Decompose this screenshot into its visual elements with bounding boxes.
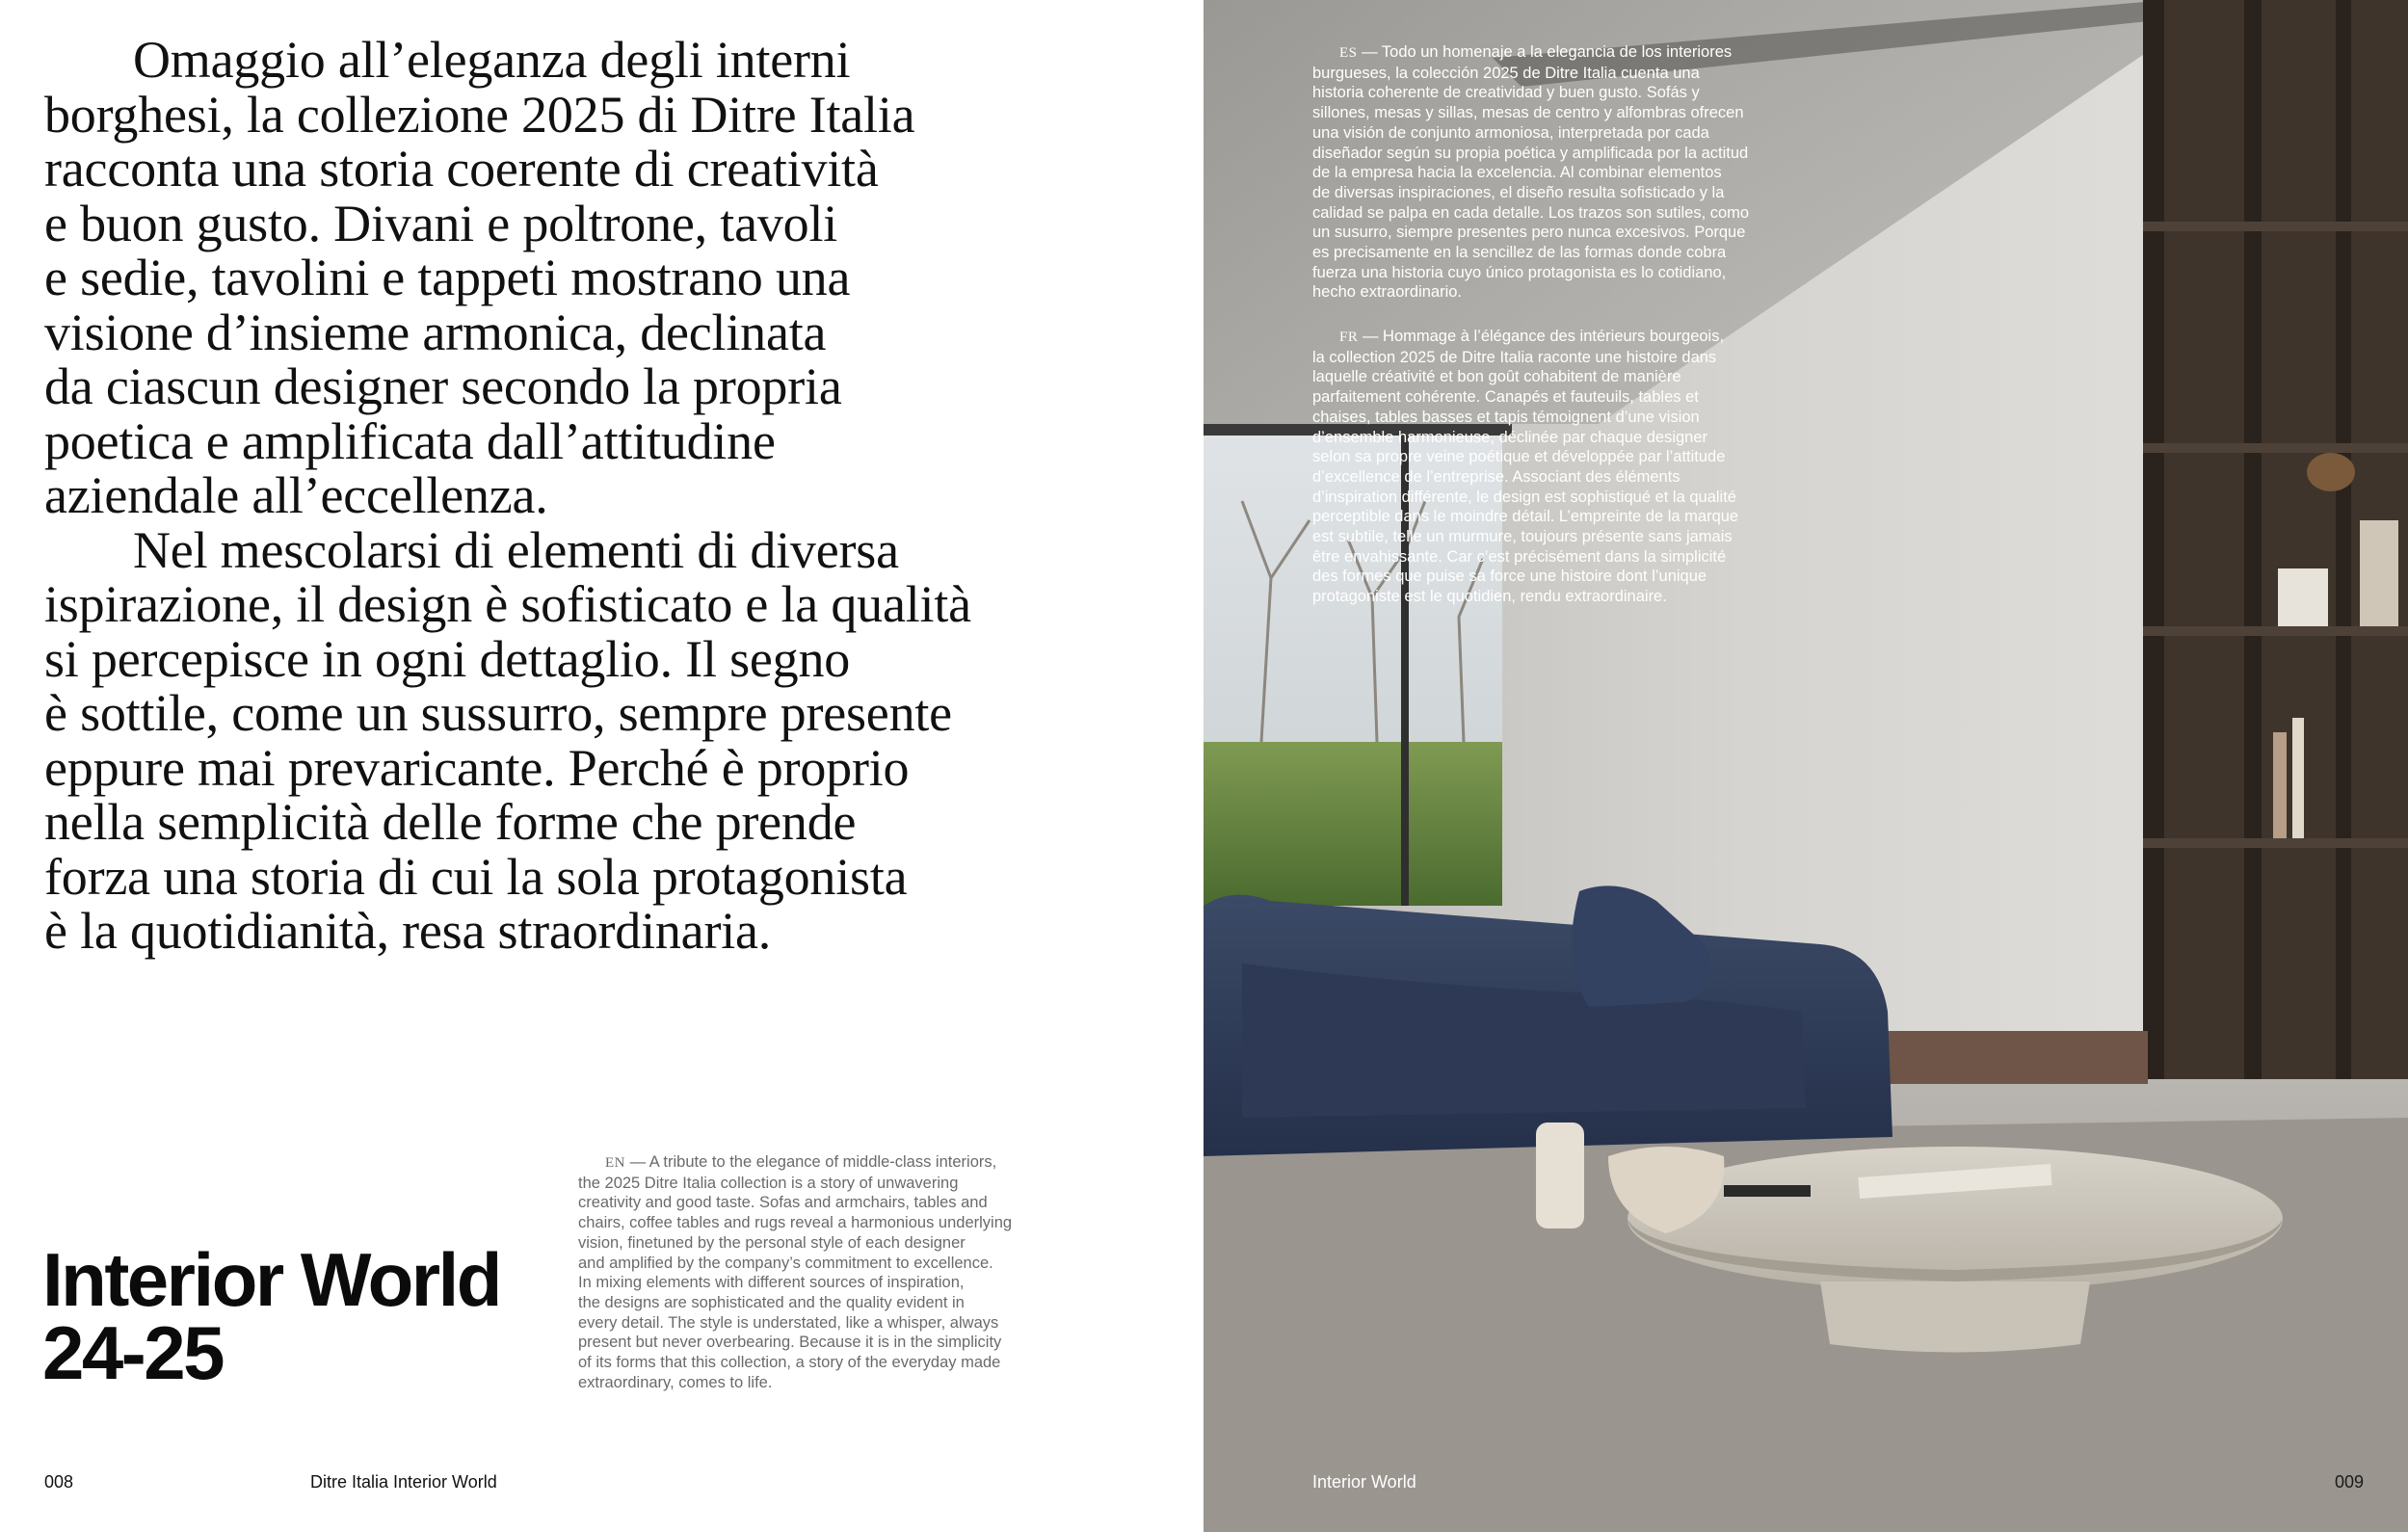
spanish-text-block [1312,42,1852,303]
text-line: hecho extraordinario. [1312,283,1463,302]
text-line: perceptible dans le moindre détail. L’empreinte de la marque [1312,508,1739,526]
text-line: visione d’insieme armonica, declinata [44,303,827,361]
section-name: Interior World [1312,1472,1416,1492]
text-line: parfaitement cohérente. Canapés et fauteuils, tables et [1312,388,1699,407]
spanish-first-line: — Todo un homenaje a la elegancia de los interiores [1357,43,1733,61]
text-line: protagoniste est le quotidien, rendu extraordinaire. [1312,588,1667,606]
text-line: and amplified by the company’s commitment to excellence. [578,1254,993,1272]
text-line [578,1152,1118,1174]
page-number-right: 009 [2334,1472,2364,1492]
text-line: selon sa propre veine poétique et développée par l’attitude [1312,448,1726,466]
english-text-block [578,1152,1118,1392]
text-line [1312,42,1852,64]
italian-body-text [44,33,1162,959]
text-line: calidad se palpa en cada detalle. Los trazos son sutiles, como [1312,203,1750,222]
text-line: poetica e amplificata dall’attitudine [44,411,776,470]
text-line: laquelle créativité et bon goût cohabitent de manière [1312,368,1681,386]
text-line: forza una storia di cui la sola protagonista [44,847,908,906]
text-line: borghesi, la collezione 2025 di Ditre Italia [44,85,915,144]
italian-paragraph-2 [44,520,1162,960]
language-code-en: EN [605,1155,625,1171]
text-line: racconta una storia coerente di creatività [44,140,879,198]
text-line: si percepisce in ogni dettaglio. Il segno [44,629,851,688]
text-line: In mixing elements with different sources of inspiration, [578,1274,965,1292]
text-line: aziendale all’eccellenza. [44,466,548,524]
text-line: ispirazione, il design è sofisticato e la qualità [44,575,971,633]
text-line [1312,327,1852,348]
language-code-es: ES [1339,45,1358,61]
text-line: burgueses, la colección 2025 de Ditre Italia cuenta una [1312,64,1700,82]
text-line: e buon gusto. Divani e poltrone, tavoli [44,194,838,252]
text-line: Nel mescolarsi di elementi di diversa [133,520,899,579]
text-line: d’inspiration différente, le design est sophistiqué et la qualité [1312,488,1736,506]
french-first-line: — Hommage à l’élégance des intérieurs bourgeois, [1358,328,1725,345]
text-line: diseñador según su propia poética y amplificada por la actitud [1312,144,1749,162]
text-line: chairs, coffee tables and rugs reveal a harmonious underlying [578,1214,1013,1232]
text-line: être envahissante. Car c’est précisément dans la simplicité [1312,547,1727,566]
page-number-left: 008 [44,1472,74,1492]
text-line: de la empresa hacia la excelencia. Al combinar elementos [1312,164,1722,182]
text-line: è sottile, come un sussurro, sempre presente [44,684,952,742]
title-line-1: Interior World [42,1237,500,1322]
italian-paragraph-1 [44,33,1162,523]
text-line: vision, finetuned by the personal style of each designer [578,1233,966,1252]
text-line: every detail. The style is understated, like a whisper, always [578,1313,999,1332]
text-line: Omaggio all’eleganza degli interni [133,31,851,89]
text-line: historia coherente de creatividad y buen gusto. Sofás y [1312,84,1700,102]
text-line: nella semplicità delle forme che prende [44,793,857,851]
text-line: è la quotidianità, resa straordinaria. [44,902,772,960]
text-line: extraordinary, comes to life. [578,1373,773,1391]
text-line: the designs are sophisticated and the quality evident in [578,1293,965,1311]
text-line: fuerza una historia cuyo único protagonista es lo cotidiano, [1312,263,1727,281]
text-line: d’excellence de l’entreprise. Associant des éléments [1312,467,1680,486]
text-line: of its forms that this collection, a story of the everyday made [578,1354,1001,1372]
right-page [1204,0,2408,1532]
text-line: la collection 2025 de Ditre Italia raconte une histoire dans [1312,348,1717,366]
english-first-line: — A tribute to the elegance of middle-class interiors, [625,1153,997,1171]
text-line: un susurro, siempre presentes pero nunca excesivos. Porque [1312,224,1746,242]
text-line: present but never overbearing. Because it is in the simplicity [578,1334,1002,1352]
text-line: the 2025 Ditre Italia collection is a story of unwavering [578,1174,959,1192]
text-line: de diversas inspiraciones, el diseño resulta sofisticado y la [1312,183,1725,201]
page-title [42,1237,500,1395]
text-line: sillones, mesas y sillas, mesas de centro y alfombras ofrecen [1312,104,1744,122]
text-line: eppure mai prevaricante. Perché è proprio [44,738,910,797]
publication-name: Ditre Italia Interior World [310,1472,497,1492]
text-line: da ciascun designer secondo la propria [44,357,842,415]
language-code-fr: FR [1339,330,1359,345]
title-line-2: 24-25 [42,1310,223,1395]
text-line: des formes que puise sa force une histoire dont l’unique [1312,568,1707,586]
text-line: chaises, tables basses et tapis témoignent d’une vision [1312,408,1700,426]
text-line: es precisamente en la sencillez de las formas donde cobra [1312,244,1727,262]
text-line: d’ensemble harmonieuse, déclinée par chaque designer [1312,428,1708,446]
text-line: e sedie, tavolini e tappeti mostrano una [44,249,851,306]
french-text-block [1312,327,1852,607]
text-line: est subtile, telle un murmure, toujours présente sans jamais [1312,528,1733,546]
text-line: creativity and good taste. Sofas and armchairs, tables and [578,1194,988,1212]
text-line: una visión de conjunto armoniosa, interpretada por cada [1312,123,1709,142]
